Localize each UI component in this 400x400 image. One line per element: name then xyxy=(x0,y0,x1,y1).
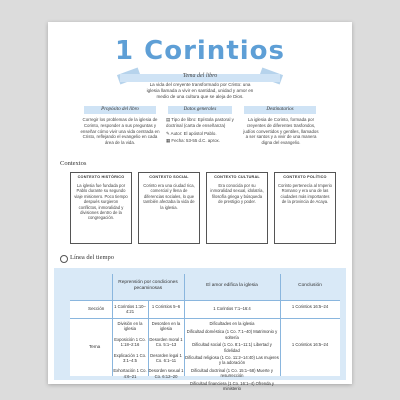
theme-cell-difficulties: Dificultades en la iglesia Dificultad doméstica (1 Co. 7:1–40) Matrimonio y soltería Dificultad social (1 Co. 8:1–11:1) Libertad y fidelidad Dificultad religiosa (1 Co. 11:2–14:40) Las mujeres y la adoración Dificultad doctrinal (1 Co. 15:1–58) Muerte y resurrección Dificultad financiera (1 Co. 16:1–4) Ofrenda y ministerio xyxy=(185,321,279,392)
timeline-heading: Línea del tiempo xyxy=(70,254,115,261)
general-data-item: ✎ Autor: El apóstol Pablo. xyxy=(166,130,217,136)
timeline-header-conclusion: Conclusión xyxy=(298,283,322,288)
contexts-heading: Contextos xyxy=(60,160,87,167)
purpose-heading: Propósito del libro xyxy=(84,106,156,114)
section-cell: 1 Corintios 7:1–16:4 xyxy=(213,306,251,311)
timeline-header-reproof: Reprensión por condiciones pecaminosas xyxy=(118,280,178,291)
timeline-header-love: El amor edifica la iglesia xyxy=(206,283,258,288)
book-theme-text: La vida del creyente transformado por Cristo: una iglesia llamada a vivir en santidad, unidad y amor en medio de una cultura que se aleja de Dios. xyxy=(146,82,254,99)
purpose-text: Corregir los problemas de la iglesia de Corinto, responder a sus preguntas y enseñar cómo vivir una vida centrada en Cristo, reflejando el evangelio en cada área de la vida. xyxy=(80,117,160,146)
section-cell: 1 Corintios 5–6 xyxy=(151,304,181,309)
general-data-item: ▦ Fecha: 53-55 d.C. aprox. xyxy=(166,138,220,144)
timeline-divider xyxy=(70,318,340,319)
section-cell: 1 Corintios 16:5–24 xyxy=(291,304,329,309)
theme-cell-disorder: Desorden en la iglesia Desorden moral 1 Co. 5:1–13 Desorden legal 1 Co. 6:1–11 Desorden sexual 1 Co. 6:12–20 xyxy=(148,321,184,379)
theme-cell-division: División en la iglesia Exposición 1 Co. 1:18–2:16 Explicación 1 Co. 3:1–4:5 Exhortación 1 Co. 4:6–21 xyxy=(113,321,147,379)
pen-icon: ✎ xyxy=(166,130,170,136)
context-social: CONTEXTO SOCIAL Corinto era una ciudad rica, comercial y llena de diferencias sociales, lo que también afectaba la vida de la iglesia. xyxy=(138,172,200,244)
book-theme-heading: Tema del libro xyxy=(182,73,218,79)
clock-icon xyxy=(60,255,68,263)
general-data-heading: Datos generales xyxy=(168,106,232,114)
section-cell: 1 Corintios 1:10–4:21 xyxy=(114,304,146,315)
calendar-icon: ▦ xyxy=(166,138,171,144)
recipients-heading: Destinatarios xyxy=(244,106,316,114)
context-political: CONTEXTO POLÍTICO Corinto pertenecía al Imperio Romano y era una de las ciudades más importantes de la provincia de Acaya. xyxy=(274,172,336,244)
book-icon: ▤ xyxy=(166,117,171,122)
row-label-section: Sección xyxy=(88,306,105,311)
page-title: 1 Corintios xyxy=(114,36,285,66)
recipients-text: La iglesia de Corinto, formada por creyentes de diferentes trasfondos, judíos convertidos y gentiles, llamados a ser santos y a vivir de una manera digna del evangelio. xyxy=(243,117,319,146)
row-label-theme: Tema xyxy=(89,344,101,349)
timeline-divider xyxy=(70,300,340,301)
context-cultural: CONTEXTO CULTURAL Era conocida por su inmoralidad sexual, idolatría, filosofía griega y búsqueda de prestigio y poder. xyxy=(206,172,268,244)
general-data-list xyxy=(166,117,236,144)
general-data-item: ▤ Tipo de libro: Epístola pastoral y doctrinal (carta de enseñanza) xyxy=(166,117,234,128)
timeline-divider xyxy=(280,274,281,376)
context-historical: CONTEXTO HISTÓRICO La iglesia fue fundada por Pablo durante su segundo viaje misionero. Poco tiempo después surgieron conflictos, inmoralidad y divisiones dentro de la congregación. xyxy=(70,172,132,244)
theme-cell-conclusion: 1 Corintios 16:5–24 xyxy=(291,342,329,347)
study-sheet xyxy=(48,22,352,392)
